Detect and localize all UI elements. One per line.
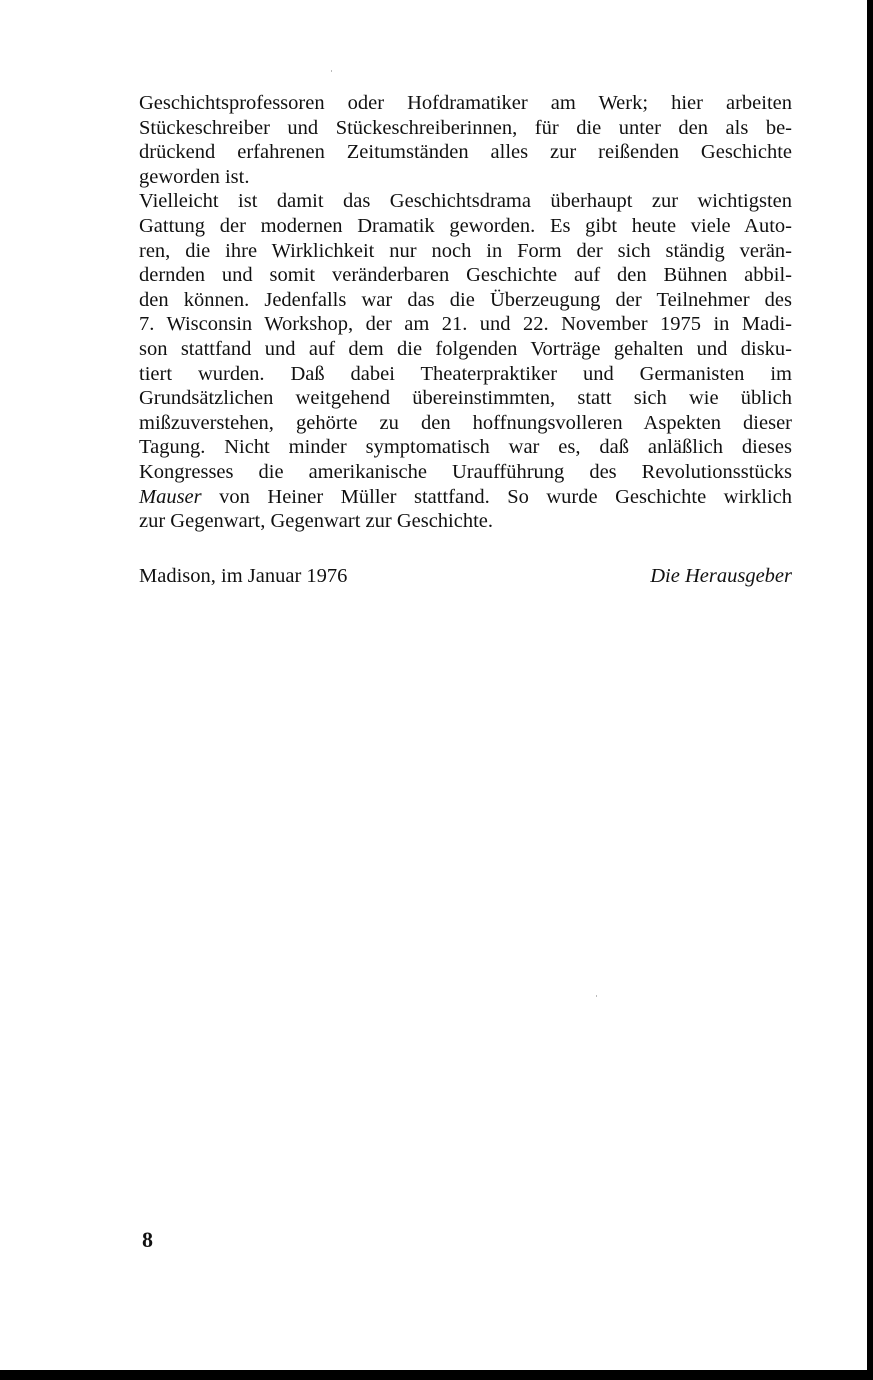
paragraph xyxy=(139,189,792,533)
paragraph xyxy=(139,91,792,189)
text-line: geworden ist. xyxy=(139,165,250,188)
scan-speck xyxy=(596,995,597,997)
place-date: Madison, im Januar 1976 xyxy=(139,565,348,587)
text-line: son stattfand und auf dem die folgenden Vorträge gehalten und disku- xyxy=(139,337,792,360)
page-number: 8 xyxy=(142,1227,153,1252)
text-line: Geschichtsprofessoren oder Hofdramatiker am Werk; hier arbeiten xyxy=(139,92,792,114)
text-line: Kongresses die amerikanische Uraufführung des Revolutionsstücks xyxy=(139,460,792,483)
text-line: Vielleicht ist damit das Geschichtsdrama überhaupt zur wichtigsten xyxy=(139,190,792,213)
text-line: ren, die ihre Wirklichkeit nur noch in Form der sich ständig verän- xyxy=(139,239,792,262)
text-line: mißzuverstehen, gehörte zu den hoffnungsvolleren Aspekten dieser xyxy=(139,411,792,434)
body-text xyxy=(139,91,792,534)
scan-speck xyxy=(331,70,332,72)
text-line: zur Gegenwart, Gegenwart zur Geschichte. xyxy=(139,510,494,533)
text-line: drückend erfahrenen Zeitumständen alles zur reißenden Geschichte xyxy=(139,141,792,164)
text-line: dernden und somit veränderbaren Geschichte auf den Bühnen abbil- xyxy=(139,264,792,287)
work-title: Mauser xyxy=(139,485,202,508)
scan-edge-right xyxy=(867,0,873,1380)
text-line: 7. Wisconsin Workshop, der am 21. und 22. November 1975 in Madi- xyxy=(139,313,792,336)
text-line xyxy=(139,485,792,510)
text-line: Tagung. Nicht minder symptomatisch war es, daß anläßlich dieses xyxy=(139,436,792,459)
text-line-rest: von Heiner Müller stattfand. So wurde Geschichte wirklich xyxy=(201,485,792,508)
text-line: Stückeschreiber und Stückeschreiberinnen, für die unter den als be- xyxy=(139,116,792,139)
text-line: Grundsätzlichen weitgehend übereinstimmten, statt sich wie üblich xyxy=(139,387,792,410)
editors-signature: Die Herausgeber xyxy=(650,565,792,587)
text-line: tiert wurden. Daß dabei Theaterpraktiker und Germanisten im xyxy=(139,362,792,385)
scan-edge-bottom xyxy=(0,1370,873,1380)
signature-row xyxy=(139,562,792,590)
text-line: den können. Jedenfalls war das die Überzeugung der Teilnehmer des xyxy=(139,288,792,311)
text-line: Gattung der modernen Dramatik geworden. Es gibt heute viele Auto- xyxy=(139,214,792,237)
